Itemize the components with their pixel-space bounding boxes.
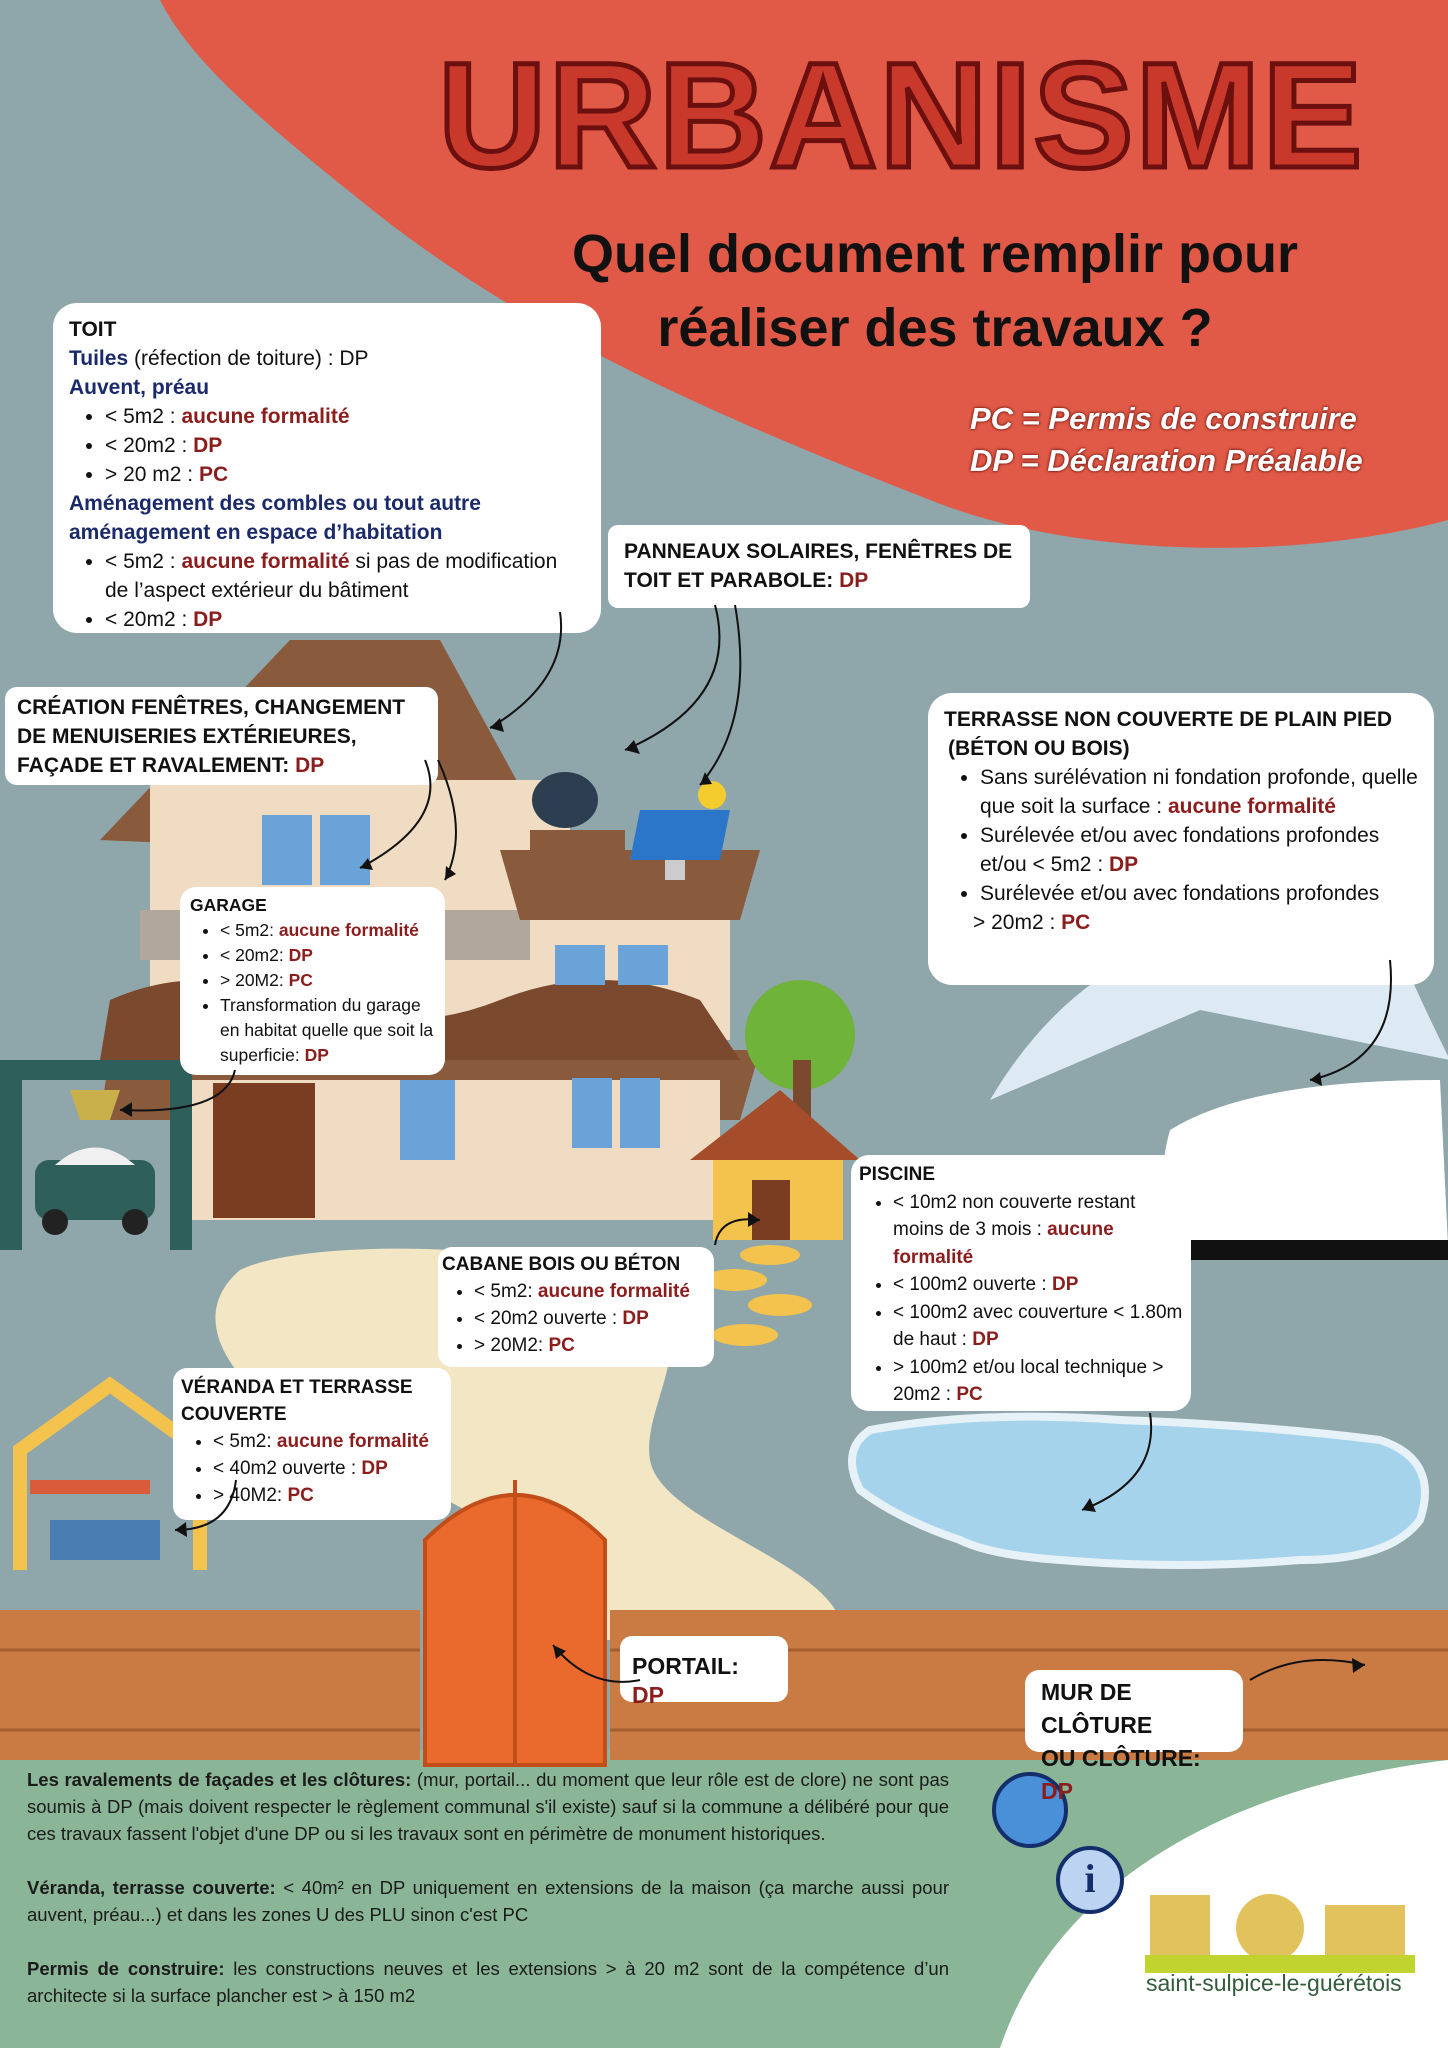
toit-heading: TOIT: [69, 318, 117, 341]
list-item: • < 20m2 ouverte : DP: [474, 1305, 710, 1332]
terrasse-list: [944, 763, 1418, 908]
portail-value: DP: [632, 1682, 664, 1708]
list-item: • < 20m2 : DP: [105, 431, 585, 460]
list-item: • < 5m2 : aucune formalité: [105, 402, 585, 431]
fenetres-text: CRÉATION FENÊTRES, CHANGEMENT DE MENUISERIES EXTÉRIEURES, FAÇADE ET RAVALEMENT:: [17, 696, 406, 777]
legend: [970, 398, 1363, 482]
veranda-heading: VÉRANDA ET TERRASSE COUVERTE: [181, 1377, 413, 1425]
list-item: • < 5m2 : aucune formalité si pas de modification de l’aspect extérieur du bâtiment: [105, 547, 585, 605]
toit-tuiles-text: (réfection de toiture) : DP: [128, 347, 369, 370]
card-fenetres: [5, 687, 438, 785]
toit-tuiles: [69, 344, 585, 373]
note-1: Les ravalements de façades et les clôtures: (mur, portail... du moment que leur rôle est de clore) ne sont pas soumis à DP (mais doivent respecter le règlement communal s'il existe) sauf si la commune a délibéré pour que ces travaux fassent l'objet d'une DP ou si les travaux sont en périmètre de monument historiques.: [27, 1769, 949, 1844]
list-item: • < 100m2 ouverte : DP: [893, 1271, 1183, 1299]
terrasse-heading-2: (BÉTON OU BOIS): [948, 737, 1130, 760]
note-3: Permis de construire: les constructions neuves et les extensions > à 20 m2 sont de la compétence d’un architecte si la surface plancher est > à 150 m2: [27, 1958, 950, 2006]
garage-heading: GARAGE: [190, 895, 267, 915]
toit-combles-list: [69, 547, 585, 634]
toit-combles-heading: Aménagement des combles ou tout autre aménagement en espace d’habitation: [69, 492, 481, 544]
list-item: • Surélevée et/ou avec fondations profondes et/ou < 5m2 : DP: [980, 821, 1418, 879]
list-item: • < 40m2 ouverte : DP: [213, 1455, 443, 1482]
legend-dp: DP = Déclaration Préalable: [970, 443, 1363, 478]
list-item: • > 20M2: PC: [474, 1332, 710, 1359]
panneaux-value: DP: [839, 569, 869, 592]
terrasse-item3-tail: > 20m2 : PC: [973, 911, 1091, 934]
card-portail: [620, 1636, 788, 1708]
list-item: • Surélevée et/ou avec fondations profondes: [980, 879, 1418, 908]
list-item: • < 100m2 avec couverture < 1.80m de haut : DP: [893, 1299, 1183, 1354]
toit-auvent-heading: Auvent, préau: [69, 376, 210, 399]
cabane-heading: CABANE BOIS OU BÉTON: [442, 1254, 681, 1275]
toit-auvent-list: [69, 402, 585, 489]
page-title: URBANISME: [438, 31, 1365, 199]
cabane-list: [442, 1278, 710, 1359]
garage-list: [190, 918, 435, 1068]
logo-text: saint-sulpice-le-guérétois: [1146, 1970, 1402, 1996]
card-cabane: [438, 1247, 714, 1367]
fenetres-value: DP: [295, 754, 325, 777]
mur-line-1: MUR DE CLÔTURE: [1041, 1679, 1153, 1738]
veranda-list: [181, 1428, 443, 1509]
card-mur: [1025, 1670, 1243, 1804]
list-item: • < 20m2: DP: [220, 943, 435, 968]
list-item: • > 100m2 et/ou local technique > 20m2 : PC: [893, 1354, 1183, 1409]
subtitle-line-2: réaliser des travaux ?: [657, 298, 1213, 358]
piscine-heading: PISCINE: [859, 1164, 936, 1185]
list-item: • < 5m2: aucune formalité: [474, 1278, 710, 1305]
card-terrasse: [928, 693, 1434, 985]
legend-pc: PC = Permis de construire: [970, 401, 1357, 436]
list-item: • < 20m2 : DP: [105, 605, 585, 634]
toit-tuiles-label: Tuiles: [69, 347, 129, 370]
panneaux-text: PANNEAUX SOLAIRES, FENÊTRES DE TOIT ET PARABOLE:: [624, 540, 1013, 592]
list-item: • < 5m2: aucune formalité: [220, 918, 435, 943]
list-item: • < 10m2 non couverte restant moins de 3 mois : aucune formalité: [893, 1189, 1183, 1272]
piscine-list: [859, 1189, 1183, 1409]
page-subtitle: [535, 217, 1335, 365]
notes: [27, 1766, 949, 2009]
list-item: • > 40M2: PC: [213, 1482, 443, 1509]
subtitle-line-1: Quel document remplir pour: [571, 224, 1299, 284]
card-panneaux: [608, 525, 1030, 608]
terrasse-heading-1: TERRASSE NON COUVERTE DE PLAIN PIED: [944, 708, 1393, 731]
note-2: Véranda, terrasse couverte: < 40m² en DP uniquement en extensions de la maison (ça marche aussi pour auvent, préau...) et dans les zones U des PLU sinon c'est PC: [27, 1877, 949, 1925]
portail-text: PORTAIL:: [632, 1653, 739, 1679]
list-item: • > 20M2: PC: [220, 968, 435, 993]
card-toit: [53, 303, 601, 633]
list-item: • Sans surélévation ni fondation profonde, quelle que soit la surface : aucune formalité: [980, 763, 1418, 821]
list-item: • Transformation du garage en habitat quelle que soit la superficie: DP: [220, 993, 435, 1068]
info-icon: i: [1084, 1856, 1096, 1901]
list-item: • < 5m2: aucune formalité: [213, 1428, 443, 1455]
mur-line-2: OU CLÔTURE: DP: [1041, 1745, 1201, 1804]
card-garage: [180, 887, 445, 1075]
card-piscine: [851, 1155, 1191, 1411]
list-item: • > 20 m2 : PC: [105, 460, 585, 489]
card-veranda: [173, 1368, 451, 1520]
